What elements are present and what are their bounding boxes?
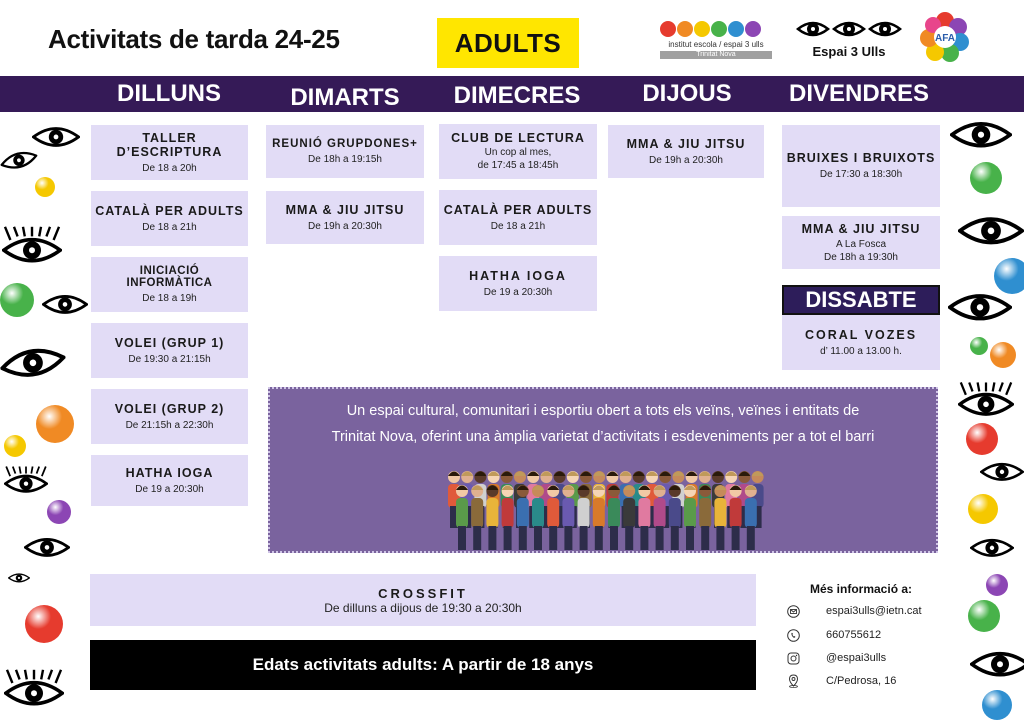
decorative-ball bbox=[990, 342, 1016, 368]
decorative-eye-icon bbox=[958, 378, 1014, 420]
mail-icon bbox=[786, 604, 800, 618]
activity-card bbox=[91, 125, 248, 180]
decorative-ball bbox=[47, 500, 71, 524]
decorative-eye-icon bbox=[970, 648, 1024, 681]
activity-card bbox=[91, 455, 248, 506]
activity-time-note: A La Fosca bbox=[835, 238, 887, 250]
info-line: Trinitat Nova, oferint una àmplia varietat d’activitats i esdeveniments per a tot el barri bbox=[331, 429, 875, 445]
decorative-eye-icon bbox=[950, 118, 1012, 152]
day-saturday: DISSABTE bbox=[782, 285, 940, 315]
decorative-ball bbox=[968, 600, 1000, 632]
decorative-ball bbox=[4, 435, 26, 457]
info-line: Un espai cultural, comunitari i esportiu obert a tots els veïns, veïnes i entitats de bbox=[346, 403, 860, 419]
decorative-eye-icon bbox=[42, 292, 88, 317]
institut-logo bbox=[660, 21, 761, 37]
day-friday: DIVENDRES bbox=[788, 80, 930, 107]
activity-name: CATALÀ PER ADULTS bbox=[443, 202, 593, 217]
decorative-eye-icon bbox=[0, 340, 69, 387]
activity-card bbox=[91, 389, 248, 444]
activity-name: MMA & JIU JITSU bbox=[285, 202, 405, 217]
decorative-eye-icon bbox=[0, 145, 40, 175]
activity-time: De 18 a 19h bbox=[142, 292, 197, 304]
activity-card bbox=[91, 191, 248, 246]
location-pin-icon bbox=[786, 674, 800, 688]
decorative-ball bbox=[986, 574, 1008, 596]
contact-phone-row bbox=[786, 628, 881, 642]
activity-name: CROSSFIT bbox=[378, 585, 468, 601]
activity-time-note: Un cop al mes, bbox=[484, 147, 552, 158]
decorative-eye-icon bbox=[4, 665, 64, 710]
activity-card bbox=[439, 124, 597, 179]
activity-card bbox=[782, 315, 940, 370]
phone-icon bbox=[786, 628, 800, 642]
decorative-eye-icon bbox=[4, 463, 48, 496]
decorative-eye-icon bbox=[958, 213, 1024, 249]
afa-label: AFA bbox=[935, 33, 955, 44]
institut-logo-subtext: Trinitat Nova bbox=[660, 51, 772, 59]
activity-card bbox=[439, 256, 597, 311]
activity-name: REUNIÓ GRUPDONES+ bbox=[272, 137, 418, 150]
contact-instagram[interactable]: @espai3ulls bbox=[826, 652, 887, 664]
activity-name: VOLEI (GRUP 1) bbox=[114, 335, 225, 350]
activity-name: CORAL VOZES bbox=[804, 327, 918, 342]
activity-name: MMA & JIU JITSU bbox=[626, 136, 746, 151]
activity-name: HATHA IOGA bbox=[469, 268, 567, 283]
institut-logo-text: institut escola / espai 3 ulls bbox=[668, 40, 764, 49]
activity-time: De 18h a 19:30h bbox=[824, 251, 898, 263]
activity-time: De 18 a 21h bbox=[490, 220, 546, 232]
contact-instagram-row bbox=[786, 651, 886, 665]
day-thursday: DIJOUS bbox=[642, 80, 732, 107]
decorative-ball bbox=[968, 494, 998, 524]
decorative-ball bbox=[25, 605, 63, 643]
decorative-eye-icon bbox=[8, 572, 30, 584]
activity-card bbox=[608, 125, 764, 178]
decorative-eye-icon bbox=[948, 290, 1012, 325]
activity-time: De 19h a 20:30h bbox=[649, 154, 723, 166]
community-people-illustration bbox=[440, 456, 780, 552]
decorative-ball bbox=[0, 283, 34, 317]
age-requirement-banner: Edats activitats adults: A partir de 18 anys bbox=[90, 640, 756, 690]
activity-name: CLUB DE LECTURA bbox=[451, 131, 585, 145]
three-eyes-logo-icon bbox=[796, 16, 902, 42]
activity-card bbox=[782, 125, 940, 207]
instagram-icon bbox=[786, 651, 800, 665]
decorative-ball bbox=[36, 405, 74, 443]
decorative-eye-icon bbox=[24, 535, 70, 560]
activity-time: De 19h a 20:30h bbox=[308, 220, 382, 232]
decorative-ball bbox=[966, 423, 998, 455]
activity-time: d’ 11.00 a 13.00 h. bbox=[820, 345, 902, 357]
page-title: Activitats de tarda 24-25 bbox=[48, 24, 340, 54]
activity-name: CATALÀ PER ADULTS bbox=[95, 203, 244, 218]
decorative-eye-icon bbox=[980, 460, 1024, 484]
activity-time: de 17:45 a 18:45h bbox=[477, 160, 559, 171]
activity-name: HATHA IOGA bbox=[125, 465, 214, 480]
activity-time: De 19 a 20:30h bbox=[135, 483, 204, 495]
decorative-eye-icon bbox=[970, 536, 1014, 560]
activity-time: De 19:30 a 21:15h bbox=[128, 353, 211, 365]
decorative-ball bbox=[35, 177, 55, 197]
decorative-ball bbox=[994, 258, 1024, 294]
espai-logo-label: Espai 3 Ulls bbox=[812, 44, 886, 59]
decorative-eye-icon bbox=[32, 124, 80, 150]
contact-heading: Més informació a: bbox=[810, 582, 913, 596]
activity-card bbox=[266, 191, 424, 244]
contact-email[interactable]: espai3ulls@ietn.cat bbox=[826, 605, 922, 617]
activity-time: De 18h a 19:15h bbox=[308, 153, 382, 165]
decorative-eye-icon bbox=[2, 222, 62, 267]
activity-card bbox=[439, 190, 597, 245]
activity-time: De 19 a 20:30h bbox=[483, 286, 553, 298]
contact-phone[interactable]: 660755612 bbox=[826, 629, 882, 641]
day-tuesday: DIMARTS bbox=[290, 84, 400, 111]
decorative-ball bbox=[970, 337, 988, 355]
afa-logo bbox=[920, 12, 970, 62]
activity-time: De dilluns a dijous de 19:30 a 20:30h bbox=[324, 600, 522, 615]
activity-card bbox=[782, 216, 940, 269]
decorative-ball bbox=[982, 690, 1012, 720]
info-text bbox=[290, 398, 916, 450]
day-wednesday: DIMECRES bbox=[453, 82, 581, 109]
activity-card bbox=[91, 257, 248, 312]
activity-name: VOLEI (GRUP 2) bbox=[114, 401, 225, 416]
day-monday: DILLUNS bbox=[117, 80, 221, 107]
crossfit-card bbox=[90, 574, 756, 626]
contact-address-row bbox=[786, 674, 896, 688]
activity-name: MMA & JIU JITSU bbox=[801, 221, 921, 236]
activity-time: De 18 a 20h bbox=[142, 162, 197, 174]
activity-card bbox=[266, 125, 424, 178]
activity-name: BRUIXES I BRUIXOTS bbox=[786, 151, 936, 165]
activity-card bbox=[91, 323, 248, 378]
activity-time: De 21:15h a 22:30h bbox=[125, 419, 214, 431]
activity-time: De 18 a 21h bbox=[142, 221, 197, 233]
activity-name: TALLER D’ESCRIPTURA bbox=[116, 130, 223, 159]
audience-badge: ADULTS bbox=[437, 18, 579, 68]
contact-address: C/Pedrosa, 16 bbox=[826, 675, 897, 687]
activity-name: INICIACIÓ INFORMÀTICA bbox=[126, 264, 213, 289]
contact-email-row bbox=[786, 604, 922, 618]
activity-time: De 17:30 a 18:30h bbox=[819, 169, 903, 180]
decorative-ball bbox=[970, 162, 1002, 194]
